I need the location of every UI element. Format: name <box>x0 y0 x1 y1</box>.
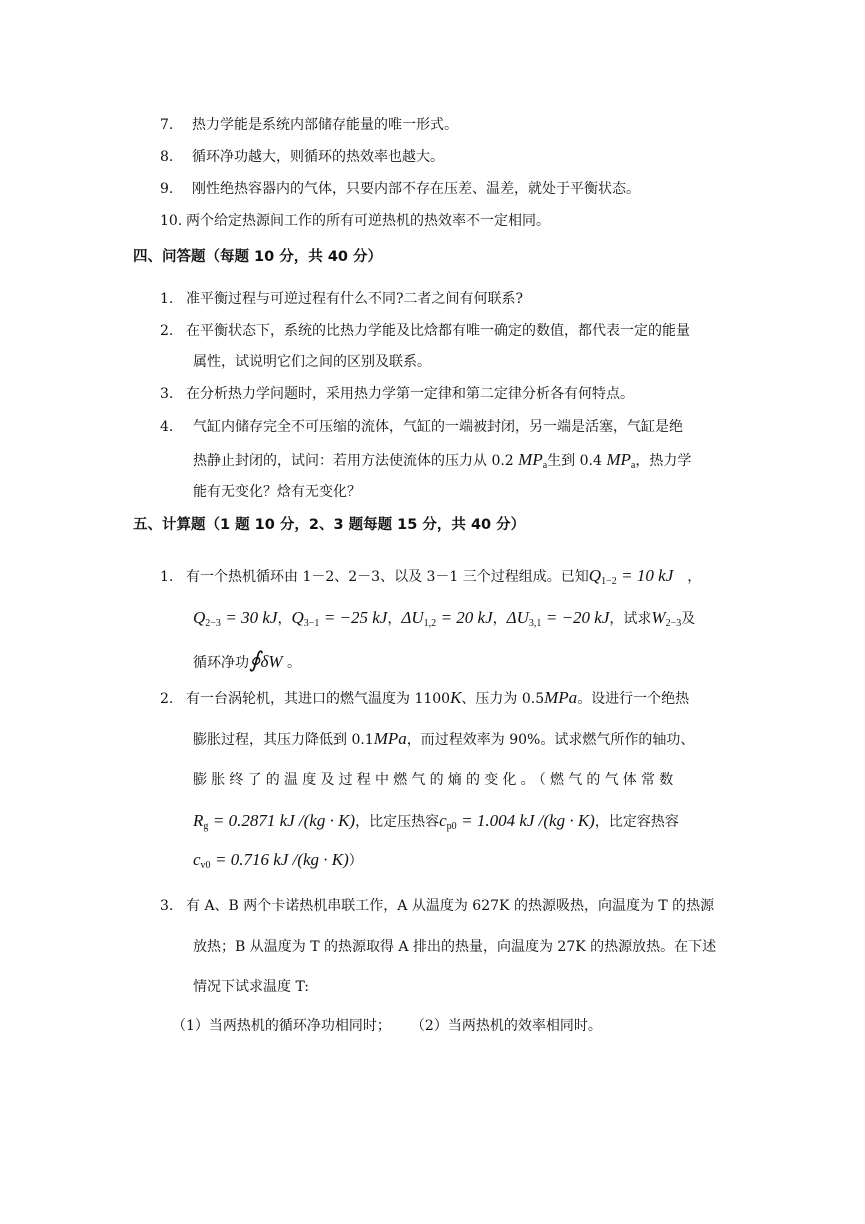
item-text: 有一个热机循环由 1－2、2－3、以及 3－1 三个过程组成。已知 <box>186 569 589 585</box>
judgement-item-10 <box>160 211 550 231</box>
du31-symbol: $\Delta U_{3,1}$ <box>506 608 542 629</box>
item-text: ） <box>348 853 363 869</box>
question-4-4 <box>160 417 683 437</box>
item-text: 循环净功越大，则循环的热效率也越大。 <box>192 149 444 165</box>
du12-symbol: $\Delta U_{1,2}$ <box>401 608 437 629</box>
delta-w-symbol: δW <box>260 652 283 671</box>
mpa-unit: MPa <box>544 688 578 707</box>
section-4-title: 四、问答题（每题 10 分，共 40 分） <box>133 249 383 265</box>
question-4-3 <box>160 384 634 404</box>
q12-symbol: $Q_{1-2}$ <box>588 566 617 587</box>
item-text: 膨胀过程，其压力降低到 0.1 <box>193 732 374 748</box>
q31-value: = −25 kJ <box>323 608 388 627</box>
item-text: 热力学能是系统内部储存能量的唯一形式。 <box>192 117 458 133</box>
item-number: 10. <box>160 213 183 229</box>
calc-3-line2: 放热；B 从温度为 T 的热源取得 A 排出的热量，向温度为 27K 的热源放热。在下述 <box>193 939 717 955</box>
item-text: 两个给定热源间工作的所有可逆热机的热效率不一定相同。 <box>186 213 550 229</box>
item-text: 有 A、B 两个卡诺热机串联工作，A 从温度为 627K 的热源吸热，向温度为 T 的热源 <box>186 898 715 914</box>
calc-2 <box>160 688 689 709</box>
item-number: 8. <box>160 149 174 165</box>
sub-item-2: （2）当两热机的效率相同时。 <box>410 1018 602 1034</box>
item-text: 热静止封闭的，试问：若用方法使流体的压力从 0.2 <box>193 453 514 469</box>
q23-value: = 30 kJ <box>225 608 278 627</box>
item-text: 、压力为 0.5 <box>461 691 545 707</box>
calc-2-line2 <box>193 729 694 750</box>
item-text: ，试求 <box>609 611 652 627</box>
q31-symbol: $Q_{3-1}$ <box>291 608 320 629</box>
cv-symbol: $c_{v0}$ <box>193 850 211 871</box>
judgement-item-8 <box>160 147 444 167</box>
calc-1-line3: 循环净功∮δW 。 <box>193 647 301 672</box>
calc-2-line3: 膨胀终了的温度及过程中燃气的熵的变化。（燃气的气体常数 <box>193 772 678 788</box>
question-4-2-cont: 属性，试说明它们之间的区别及联系。 <box>193 354 431 370</box>
item-text: ，比定压热容 <box>355 814 440 830</box>
item-number: 3. <box>160 898 174 914</box>
item-number: 1. <box>160 569 174 585</box>
w23-symbol: $W_{2-3}$ <box>651 608 682 629</box>
pressure-unit: $MP_a$ <box>518 450 548 471</box>
calc-3-line3: 情况下试求温度 T: <box>193 979 310 995</box>
mpa-unit: MPa <box>373 729 407 748</box>
item-text: 循环净功 <box>193 655 249 671</box>
item-text: 刚性绝热容器内的气体，只要内部不存在压差、温差，就处于平衡状态。 <box>192 181 640 197</box>
judgement-item-7 <box>160 115 458 135</box>
item-number: 9. <box>160 181 174 197</box>
item-text: 。设进行一个绝热 <box>577 691 690 707</box>
section-5-title: 五、计算题（1 题 10 分，2、3 题每题 15 分，共 40 分） <box>133 517 526 533</box>
calc-2-line4 <box>193 811 679 837</box>
cp-value: = 1.004 kJ /(kg · K) <box>461 811 595 830</box>
cv-value: = 0.716 kJ /(kg · K) <box>215 850 349 869</box>
item-number: 3. <box>160 386 174 402</box>
item-text: ，热力学 <box>635 453 692 469</box>
rg-symbol: $R_g$ <box>193 811 209 832</box>
item-number: 4. <box>160 419 174 435</box>
kelvin-unit: K <box>450 688 462 707</box>
calc-3-subitems <box>172 1016 602 1036</box>
question-4-2 <box>160 321 690 341</box>
item-text: ，而过程效率为 90%。试求燃气所作的轴功、 <box>406 732 695 748</box>
item-number: 7. <box>160 117 174 133</box>
item-number: 2. <box>160 323 174 339</box>
question-4-1 <box>160 289 523 309</box>
q12-value: = 10 kJ <box>621 566 674 585</box>
item-number: 2. <box>160 691 174 707</box>
du31-value: = −20 kJ <box>545 608 610 627</box>
item-number: 1. <box>160 291 174 307</box>
item-text: 有一台涡轮机，其进口的燃气温度为 1100 <box>186 691 451 707</box>
calc-1-line2: $Q_{2-3} = 30$ kJ，$Q_{3-1} = -25$ kJ，$\Delta U_{1,2} = 20$ kJ，$\Delta U_{3,1} = -20$ kJ，试求$W_{2-3}$及 <box>193 608 696 629</box>
question-4-4-line3: 能有无变化？焓有无变化？ <box>193 484 361 500</box>
item-text: 准平衡过程与可逆过程有什么不同?二者之间有何联系? <box>186 291 524 307</box>
pressure-unit: $MP_a$ <box>606 450 636 471</box>
item-text: 在平衡状态下，系统的比热力学能及比焓都有唯一确定的数值，都代表一定的能量 <box>186 323 690 339</box>
rg-value: = 0.2871 kJ /(kg · K) <box>212 811 356 830</box>
item-text: 气缸内储存完全不可压缩的流体，气缸的一端被封闭，另一端是活塞，气缸是绝 <box>193 419 683 435</box>
item-text: ，比定容热容 <box>594 814 679 830</box>
cp-symbol: $c_{p0}$ <box>439 811 457 832</box>
item-text: 及 <box>681 611 696 627</box>
item-text: 在分析热力学问题时，采用热力学第一定律和第二定律分析各有何特点。 <box>186 386 634 402</box>
q23-symbol: $Q_{2-3}$ <box>193 608 221 629</box>
du12-value: = 20 kJ <box>440 608 493 627</box>
item-text: 生到 0.4 <box>547 453 602 469</box>
cyclic-integral-symbol: ∮ <box>249 647 261 672</box>
calc-1: 1. 有一个热机循环由 1－2、2－3、以及 3－1 三个过程组成。已知$Q_{1-2} = 10$ kJ ， <box>160 566 702 587</box>
question-4-4-line2 <box>193 450 691 476</box>
judgement-item-9 <box>160 179 640 199</box>
calc-3 <box>160 896 714 916</box>
calc-2-line5 <box>193 850 363 876</box>
sub-item-1: （1）当两热机的循环净功相同时； <box>172 1018 391 1034</box>
